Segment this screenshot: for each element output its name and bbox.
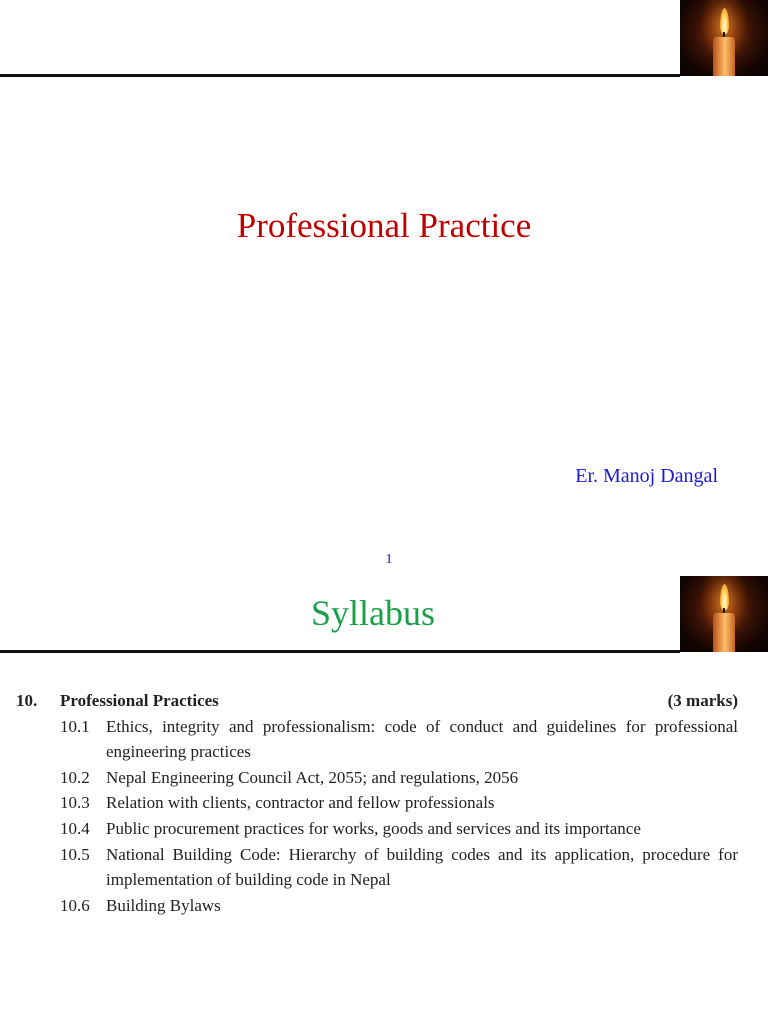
section-marks: (3 marks): [667, 691, 738, 710]
item-number: 10.4: [60, 818, 90, 838]
list-item: [60, 765, 738, 791]
item-text: Nepal Engineering Council Act, 2055; and regulations, 2056: [106, 767, 519, 787]
slide-2: [0, 576, 768, 1024]
list-item: [60, 714, 738, 765]
item-number: 10.5: [60, 844, 90, 864]
syllabus-list: [16, 688, 738, 918]
list-item: [60, 790, 738, 816]
item-number: 10.6: [60, 895, 90, 915]
item-text: Relation with clients, contractor and fellow professionals: [106, 793, 495, 813]
list-item: [60, 893, 738, 919]
header-rule: [0, 650, 680, 653]
slide-title: Professional Practice: [236, 206, 532, 245]
author-name: Er. Manoj Dangal: [575, 465, 718, 487]
section-heading: [16, 688, 738, 714]
item-text: Ethics, integrity and professionalism: code of conduct and guidelines for professional engineering practices: [106, 716, 738, 762]
section-title: Professional Practices: [60, 691, 219, 710]
page-number: 1: [385, 552, 393, 567]
item-text: Public procurement practices for works, goods and services and its importance: [106, 818, 641, 838]
list-item: [60, 816, 738, 842]
item-text: National Building Code: Hierarchy of building codes and its application, procedure for implementation of building code in Nepal: [106, 844, 738, 890]
candle-image: [680, 0, 768, 76]
item-number: 10.3: [60, 793, 90, 813]
item-number: 10.1: [60, 716, 90, 736]
item-number: 10.2: [60, 767, 90, 787]
item-text: Building Bylaws: [106, 895, 221, 915]
syllabus-title: Syllabus: [310, 593, 435, 633]
header-rule: [0, 74, 680, 77]
list-item: [60, 842, 738, 893]
section-number: 10.: [16, 691, 38, 710]
